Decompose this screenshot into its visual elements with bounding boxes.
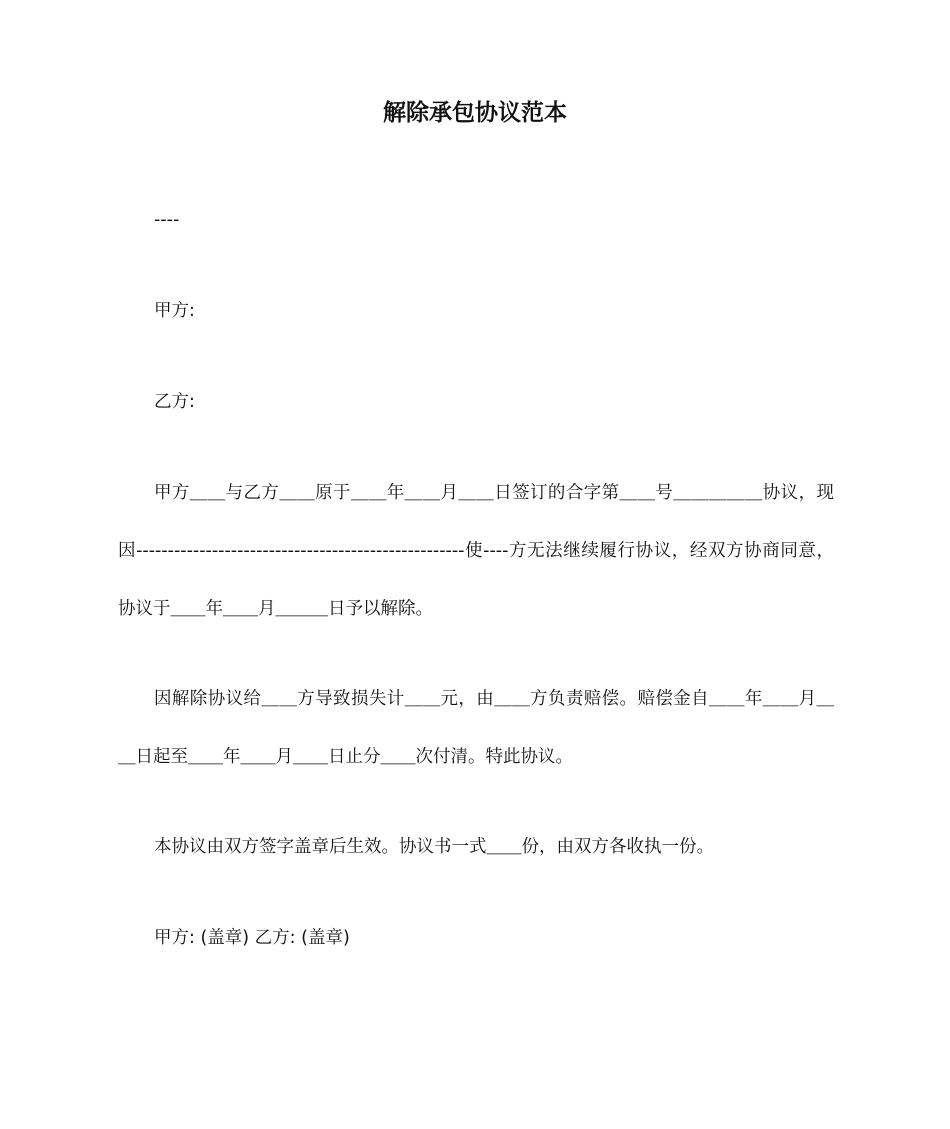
compensation-paragraph: 因解除协议给＿＿方导致损失计＿＿元，由＿＿方负责赔偿。赔偿金自＿＿年＿＿月＿＿日起至＿＿年＿＿月＿＿日止分＿＿次付清。特此协议。 (118, 689, 834, 767)
signature-line: 甲方: (盖章) 乙方: (盖章) (154, 928, 350, 948)
party-a-label: 甲方: (154, 301, 195, 321)
effectiveness-paragraph: 本协议由双方签字盖章后生效。协议书一式＿＿份，由双方各收执一份。 (154, 837, 714, 857)
party-b-label: 乙方: (154, 392, 195, 412)
separator-line: ---- (154, 210, 180, 230)
document-title: 解除承包协议范本 (383, 100, 567, 126)
termination-paragraph: 甲方＿＿与乙方＿＿原于＿＿年＿＿月＿＿日签订的合字第＿＿号＿＿＿＿＿协议，现因----------------------------------------------------使----方无法继续履行协议，经双方协商同意，协议于＿＿年＿＿月＿＿＿日予以解除。 (118, 483, 834, 619)
